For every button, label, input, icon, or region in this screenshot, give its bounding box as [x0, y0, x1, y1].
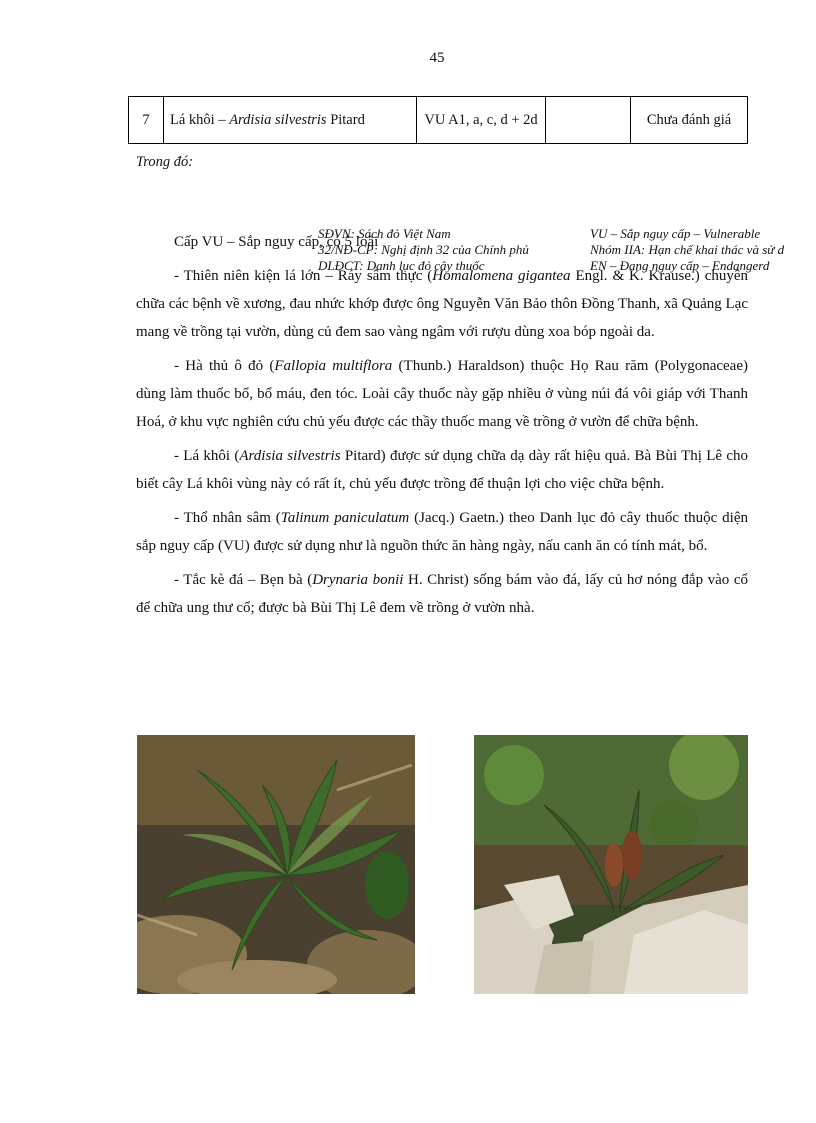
text-run: H. Christ) sống bám vào đá, lấy củ hơ nóng đắp vào cổ để chữa ung thư cổ; được bà Bùi Thị Lê đem về trồng ở vườn nhà.: [136, 572, 748, 616]
evaluation-cell: Chưa đánh giá: [631, 97, 748, 144]
species-name-cell: [164, 97, 417, 144]
scientific-name: Ardisia silvestris: [229, 111, 327, 128]
paragraph-homalomena: [136, 262, 748, 346]
paragraph-talinum: [136, 504, 748, 560]
text-run: - Thổ nhân sâm (: [174, 510, 281, 526]
scientific-name: Talinum paniculatum: [280, 510, 410, 526]
paragraph-fallopia: [136, 352, 748, 436]
legend-line: SĐVN: Sách đỏ Việt Nam: [318, 226, 451, 241]
photo-talinum-image: [474, 735, 748, 994]
legend-line: Nhóm IIA: Hạn chế khai thác và sử d: [590, 242, 785, 257]
empty-cell: [546, 97, 631, 144]
table-row: [129, 97, 748, 144]
vernacular-name: Lá khôi: [170, 111, 215, 128]
photo-talinum-plant: [474, 735, 748, 994]
author-name: Pitard: [326, 111, 365, 128]
trong-do-label: Trong đó:: [136, 154, 194, 170]
scientific-name: Ardisia silvestris: [239, 448, 341, 464]
species-table: [128, 96, 748, 144]
paragraph-drynaria: [136, 566, 748, 622]
photo-ardisia-plant: [137, 735, 415, 994]
page-number: 45: [429, 50, 445, 66]
scientific-name: Fallopia multiflora: [274, 358, 393, 374]
scientific-name: Drynaria bonii: [312, 572, 404, 588]
paragraph-vu-intro: Cấp VU – Sắp nguy cấp, có 5 loài: [174, 234, 379, 250]
text-run: Engl. & K. Krause.) chuyên chữa các bệnh về xương, đau nhức khớp được ông Nguyễn Văn Bảo thôn Đồng Thanh, xã Quảng Lạc mang về trồng tại vườn, dùng củ đem sao vàng ngâm với rượu dùng xoa bóp ngoài da.: [136, 268, 749, 340]
legend-abbreviations: [318, 226, 529, 274]
legend-line: EN – Đang nguy cấp – Endangerd: [590, 258, 770, 273]
body-text: [136, 228, 748, 628]
text-run: (Thunb.) Haraldson) thuộc Họ Rau răm (Polygonaceae) dùng làm thuốc bổ, bổ máu, đen tóc. Loài cây thuốc này gặp nhiều ở vùng núi đá vôi giáp với Thanh Hoá, ở khu vực nghiên cứu chủ yếu được các thầy thuốc mang về trồng ở vườn để chữa bệnh.: [136, 358, 748, 430]
text-run: (Jacq.) Gaetn.) theo Danh lục đỏ cây thuốc thuộc diện sắp nguy cấp (VU) được sử dụng như là nguồn thức ăn hàng ngày, nấu canh ăn có tính mát, bổ.: [136, 510, 748, 554]
category-cell: VU A1, a, c, d + 2d: [417, 97, 546, 144]
text-run: - Tắc kè đá – Bẹn bà (: [174, 572, 313, 588]
text-run: - Hà thủ ô đỏ (: [174, 358, 275, 374]
legend-line: DLĐCT: Danh lục đỏ cây thuốc: [318, 258, 485, 273]
text-run: - Thiên niên kiện lá lớn – Ráy sâm thực (: [174, 268, 433, 284]
paragraph-ardisia: [136, 442, 748, 498]
legend-line: 32/NĐ-CP: Nghị định 32 của Chính phủ: [318, 242, 529, 257]
row-number: 7: [129, 97, 164, 144]
legend-categories: [590, 226, 784, 274]
scientific-name: Homalomena gigantea: [432, 268, 571, 284]
text-run: - Lá khôi (: [174, 448, 240, 464]
name-dash: –: [214, 111, 230, 128]
text-run: Pitard) được sử dụng chữa dạ dày rất hiệu quả. Bà Bùi Thị Lê cho biết cây Lá khôi vùng này có rất ít, chủ yếu được trồng để thuận lợi cho việc chữa bệnh.: [136, 448, 748, 492]
legend-line: VU – Sắp nguy cấp – Vulnerable: [590, 226, 761, 241]
photo-ardisia-image: [137, 735, 415, 994]
